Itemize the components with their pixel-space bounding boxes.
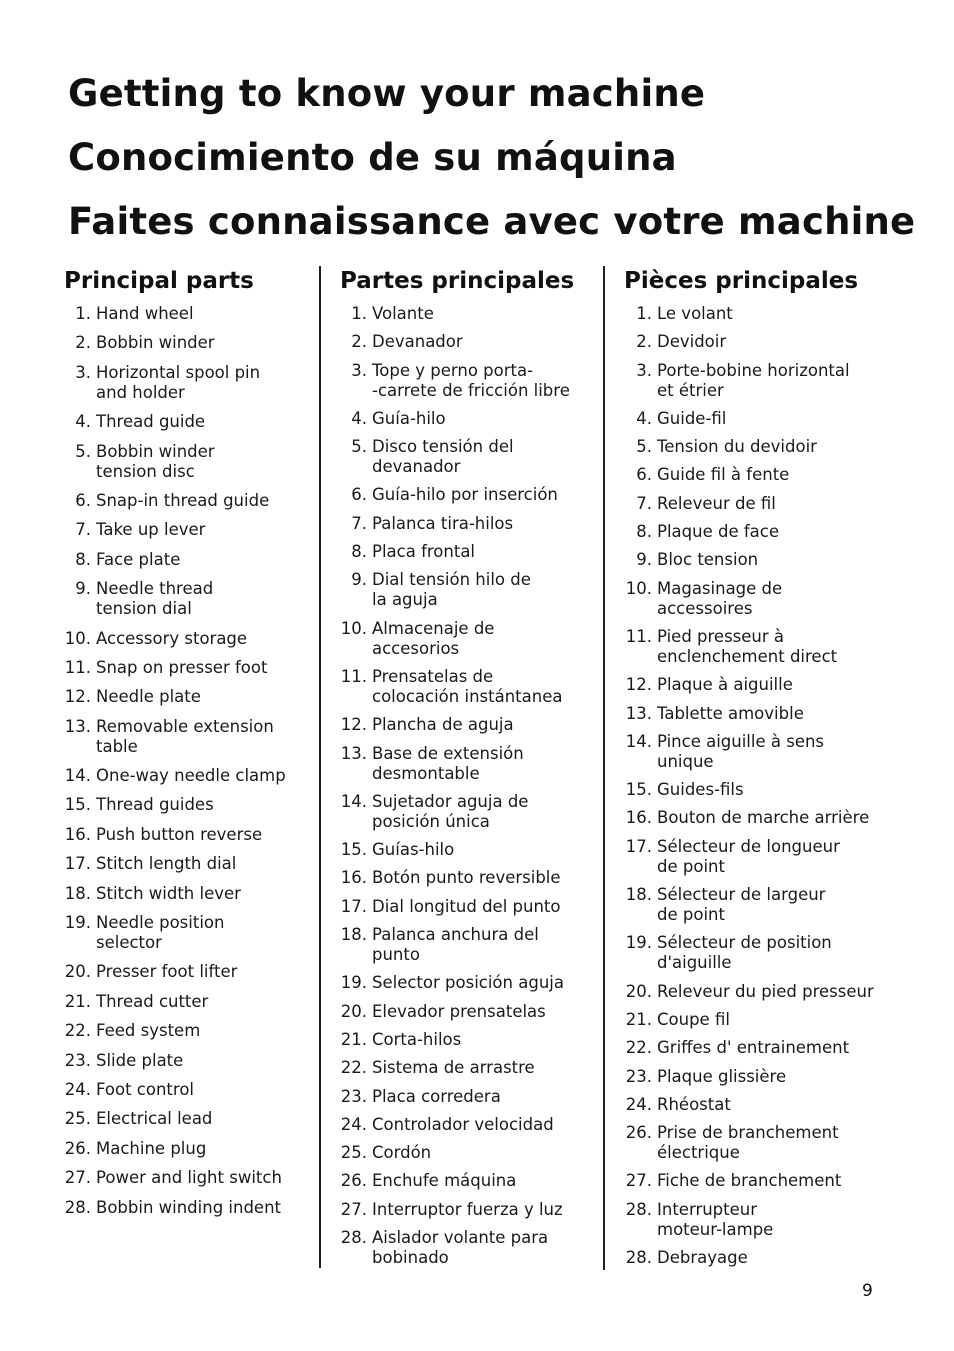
item-label: Hand wheel [96, 304, 194, 323]
item-label: Coupe fil [657, 1009, 730, 1029]
list-item [64, 442, 314, 482]
list-item [624, 1067, 892, 1087]
item-number: 8. [636, 522, 652, 542]
list-item [64, 304, 314, 324]
list-item [64, 854, 314, 874]
item-label: Fiche de branchement [657, 1171, 842, 1191]
item-label: Presser foot lifter [96, 962, 238, 982]
item-number: 11. [625, 626, 652, 646]
item-label: Almacenaje de accesorios [372, 618, 495, 658]
item-label: Porte-bobine horizontal et étrier [657, 360, 850, 400]
item-label: Needle plate [96, 687, 201, 707]
list-item [624, 1200, 892, 1240]
item-number: 24. [64, 1079, 91, 1099]
item-number: 11. [64, 657, 91, 677]
list-item [64, 1198, 314, 1218]
item-number: 9. [351, 570, 367, 590]
list-item [64, 629, 314, 649]
list-item [340, 715, 602, 735]
parts-list-french [624, 304, 892, 1268]
item-number: 28. [64, 1197, 91, 1217]
column-spanish [340, 266, 602, 1276]
list-item [624, 579, 892, 619]
list-item [340, 1171, 602, 1191]
list-item [64, 687, 314, 707]
title-block [68, 62, 915, 254]
item-label: Devidoir [657, 332, 727, 352]
item-number: 16. [64, 824, 91, 844]
list-item [624, 1171, 892, 1191]
list-item [64, 1080, 314, 1100]
list-item [624, 465, 892, 485]
item-number: 16. [340, 868, 367, 888]
list-item [64, 491, 314, 511]
list-item [624, 1010, 892, 1030]
item-label: Tension du devidoir [657, 437, 817, 457]
list-item [340, 897, 602, 917]
item-label: Removable extension table [96, 716, 274, 756]
item-label: Enchufe máquina [372, 1171, 517, 1191]
list-item [624, 808, 892, 828]
list-item [340, 744, 602, 784]
item-number: 7. [75, 520, 91, 540]
list-item [624, 732, 892, 772]
item-label: Foot control [96, 1079, 195, 1099]
list-item [340, 361, 602, 401]
item-label: Snap-in thread guide [96, 490, 270, 510]
list-item [340, 840, 602, 860]
list-item [340, 1200, 602, 1220]
list-item [64, 717, 314, 757]
list-item [624, 933, 892, 973]
item-label: Electrical lead [96, 1109, 213, 1129]
item-number: 1. [75, 304, 91, 323]
item-number: 9. [636, 550, 652, 570]
item-number: 17. [625, 836, 652, 856]
list-item [340, 409, 602, 429]
item-number: 18. [64, 883, 91, 903]
item-number: 10. [340, 618, 367, 638]
item-number: 23. [625, 1066, 652, 1086]
list-item [340, 973, 602, 993]
item-number: 13. [625, 703, 652, 723]
item-label: Pince aiguille à sens unique [657, 731, 825, 771]
page-number: 9 [862, 1281, 873, 1301]
item-number: 6. [75, 490, 91, 510]
list-item [340, 1002, 602, 1022]
item-number: 26. [625, 1123, 652, 1143]
list-item [340, 542, 602, 562]
item-number: 5. [75, 441, 91, 461]
item-label: Botón punto reversible [372, 868, 561, 888]
item-label: Tope y perno porta- -carrete de fricción libre [372, 360, 570, 400]
item-label: Prensatelas de colocación instántanea [372, 666, 563, 706]
item-label: Push button reverse [96, 824, 263, 844]
list-item [64, 1021, 314, 1041]
item-label: Take up lever [96, 520, 206, 540]
item-label: Releveur du pied presseur [657, 981, 874, 1001]
list-item [340, 485, 602, 505]
item-label: Releveur de fil [657, 493, 776, 513]
item-label: Guía-hilo por inserción [372, 485, 558, 505]
item-label: Prise de branchement électrique [657, 1123, 839, 1163]
item-number: 5. [351, 437, 367, 457]
item-number: 23. [340, 1086, 367, 1106]
item-number: 10. [64, 628, 91, 648]
item-label: Sélecteur de position d'aiguille [657, 933, 832, 973]
list-item [624, 885, 892, 925]
item-label: Rhéostat [657, 1094, 731, 1114]
item-label: Bloc tension [657, 550, 759, 570]
list-item [624, 1095, 892, 1115]
list-item [624, 494, 892, 514]
list-item [64, 658, 314, 678]
item-number: 4. [636, 408, 652, 428]
item-number: 21. [625, 1009, 652, 1029]
list-item [64, 550, 314, 570]
item-number: 15. [340, 840, 367, 860]
list-item [64, 1168, 314, 1188]
item-label: Palanca anchura del punto [372, 925, 539, 965]
column-french [624, 266, 892, 1276]
list-item [624, 982, 892, 1002]
item-label: Dial tensión hilo de la aguja [372, 570, 531, 610]
item-number: 20. [64, 962, 91, 982]
item-number: 28. [340, 1228, 367, 1248]
item-label: Pied presseur à enclenchement direct [657, 626, 838, 666]
item-number: 3. [351, 360, 367, 380]
item-label: Selector posición aguja [372, 973, 564, 993]
item-label: Bobbin winding indent [96, 1197, 282, 1217]
item-number: 25. [340, 1143, 367, 1163]
list-item [624, 1248, 892, 1268]
item-label: Placa frontal [372, 542, 476, 562]
item-number: 6. [351, 485, 367, 505]
item-number: 10. [625, 578, 652, 598]
item-label: Plaque à aiguille [657, 675, 793, 695]
item-label: Needle thread tension dial [96, 579, 214, 619]
list-item [340, 925, 602, 965]
parts-list-spanish [340, 304, 602, 1268]
item-label: Corta-hilos [372, 1029, 462, 1049]
item-number: 11. [340, 666, 367, 686]
list-item [340, 1058, 602, 1078]
title-english: Getting to know your machine [68, 72, 706, 115]
list-item [624, 361, 892, 401]
item-label: One-way needle clamp [96, 766, 286, 786]
item-number: 2. [636, 332, 652, 352]
item-label: Cordón [372, 1143, 432, 1163]
item-number: 4. [75, 412, 91, 432]
list-item [340, 304, 602, 324]
list-item [624, 522, 892, 542]
item-number: 15. [64, 795, 91, 815]
item-number: 12. [340, 715, 367, 735]
list-item [64, 962, 314, 982]
list-item [64, 412, 314, 432]
item-number: 21. [64, 991, 91, 1011]
item-label: Interrupteur moteur-lampe [657, 1199, 774, 1239]
item-number: 5. [636, 437, 652, 457]
item-number: 4. [351, 408, 367, 428]
item-label: Thread guides [96, 795, 214, 815]
column-english [64, 266, 314, 1227]
item-label: Accessory storage [96, 628, 248, 648]
item-number: 28. [625, 1248, 652, 1268]
list-item [64, 795, 314, 815]
item-number: 14. [64, 766, 91, 786]
list-item [624, 704, 892, 724]
item-label: Magasinage de accessoires [657, 578, 783, 618]
item-label: Palanca tira-hilos [372, 513, 514, 533]
list-item [64, 825, 314, 845]
list-item [340, 619, 602, 659]
item-label: Le volant [657, 304, 733, 323]
item-label: Volante [372, 304, 434, 323]
item-number: 1. [636, 304, 652, 323]
list-item [64, 884, 314, 904]
item-number: 7. [636, 493, 652, 513]
list-item [340, 868, 602, 888]
item-number: 12. [64, 687, 91, 707]
item-label: Thread cutter [96, 991, 209, 1011]
list-item [64, 363, 314, 403]
list-item [340, 514, 602, 534]
item-label: Plancha de aguja [372, 715, 514, 735]
item-label: Guías-hilo [372, 840, 455, 860]
heading-principal-parts: Principal parts [64, 268, 254, 294]
list-item [340, 1030, 602, 1050]
item-label: Needle position selector [96, 913, 225, 953]
list-item [64, 1051, 314, 1071]
list-item [624, 1038, 892, 1058]
item-label: Stitch width lever [96, 883, 241, 903]
item-number: 8. [351, 542, 367, 562]
item-number: 18. [625, 885, 652, 905]
item-label: Bobbin winder tension disc [96, 441, 215, 481]
item-label: Slide plate [96, 1050, 184, 1070]
list-item [64, 579, 314, 619]
item-label: Tablette amovible [657, 703, 804, 723]
item-label: Disco tensión del devanador [372, 437, 514, 477]
list-item [624, 332, 892, 352]
item-number: 13. [340, 743, 367, 763]
list-item [624, 837, 892, 877]
item-number: 9. [75, 579, 91, 599]
item-label: Bouton de marche arrière [657, 808, 870, 828]
list-item [624, 550, 892, 570]
item-label: Thread guide [96, 412, 206, 432]
item-label: Snap on presser foot [96, 657, 268, 677]
item-label: Face plate [96, 549, 181, 569]
list-item [64, 1139, 314, 1159]
item-label: Aislador volante para bobinado [372, 1228, 549, 1268]
list-item [340, 332, 602, 352]
item-label: Guide fil à fente [657, 465, 790, 485]
heading-pieces-principales: Pièces principales [624, 268, 859, 294]
list-item [340, 1115, 602, 1135]
item-number: 26. [64, 1138, 91, 1158]
list-item [624, 304, 892, 324]
item-number: 17. [64, 854, 91, 874]
item-label: Debrayage [657, 1248, 748, 1268]
title-french: Faites connaissance avec votre machine [68, 200, 916, 243]
item-number: 27. [340, 1199, 367, 1219]
item-label: Base de extensión desmontable [372, 743, 524, 783]
item-number: 13. [64, 716, 91, 736]
list-item [624, 627, 892, 667]
list-item [64, 333, 314, 353]
item-number: 23. [64, 1050, 91, 1070]
item-number: 20. [340, 1001, 367, 1021]
list-item [64, 1109, 314, 1129]
list-item [624, 675, 892, 695]
list-item [340, 1143, 602, 1163]
item-label: Devanador [372, 332, 463, 352]
list-item [624, 780, 892, 800]
item-number: 6. [636, 465, 652, 485]
list-item [340, 667, 602, 707]
list-item [64, 766, 314, 786]
column-divider [319, 266, 321, 1268]
item-label: Plaque de face [657, 522, 779, 542]
list-item [340, 1228, 602, 1268]
parts-list-english [64, 304, 314, 1218]
item-number: 1. [351, 304, 367, 323]
item-number: 3. [75, 362, 91, 382]
item-number: 20. [625, 981, 652, 1001]
list-item [624, 437, 892, 457]
item-label: Bobbin winder [96, 333, 215, 353]
item-number: 22. [340, 1058, 367, 1078]
item-label: Sélecteur de largeur de point [657, 885, 826, 925]
item-label: Guía-hilo [372, 408, 446, 428]
item-number: 28. [625, 1199, 652, 1219]
item-number: 24. [340, 1114, 367, 1134]
item-number: 22. [64, 1021, 91, 1041]
item-label: Sujetador aguja de posición única [372, 791, 529, 831]
list-item [64, 992, 314, 1012]
list-item [340, 570, 602, 610]
item-label: Dial longitud del punto [372, 896, 561, 916]
item-number: 2. [75, 333, 91, 353]
item-label: Machine plug [96, 1138, 207, 1158]
item-number: 19. [625, 933, 652, 953]
item-number: 24. [625, 1094, 652, 1114]
item-number: 25. [64, 1109, 91, 1129]
item-label: Guides-fils [657, 780, 744, 800]
heading-partes-principales: Partes principales [340, 268, 575, 294]
list-item [624, 1123, 892, 1163]
item-number: 2. [351, 332, 367, 352]
item-label: Interruptor fuerza y luz [372, 1199, 563, 1219]
item-label: Feed system [96, 1021, 201, 1041]
item-label: Sistema de arrastre [372, 1058, 535, 1078]
item-number: 15. [625, 780, 652, 800]
list-item [64, 913, 314, 953]
item-number: 27. [64, 1168, 91, 1188]
item-number: 14. [340, 791, 367, 811]
item-label: Placa corredera [372, 1086, 501, 1106]
title-spanish: Conocimiento de su máquina [68, 136, 677, 179]
item-number: 18. [340, 925, 367, 945]
item-number: 14. [625, 731, 652, 751]
item-label: Griffes d' entrainement [657, 1038, 850, 1058]
item-label: Stitch length dial [96, 854, 237, 874]
item-number: 26. [340, 1171, 367, 1191]
list-item [340, 437, 602, 477]
list-item [340, 792, 602, 832]
item-label: Elevador prensatelas [372, 1001, 546, 1021]
item-number: 16. [625, 808, 652, 828]
item-label: Sélecteur de longueur de point [657, 836, 840, 876]
item-number: 7. [351, 513, 367, 533]
list-item [340, 1087, 602, 1107]
item-label: Guide-fil [657, 408, 727, 428]
column-divider [603, 266, 605, 1270]
item-label: Power and light switch [96, 1168, 282, 1188]
list-item [64, 520, 314, 540]
item-number: 3. [636, 360, 652, 380]
item-number: 17. [340, 896, 367, 916]
item-number: 22. [625, 1038, 652, 1058]
item-number: 19. [340, 973, 367, 993]
item-label: Plaque glissière [657, 1066, 787, 1086]
item-label: Horizontal spool pin and holder [96, 362, 261, 402]
item-number: 27. [625, 1171, 652, 1191]
item-label: Controlador velocidad [372, 1114, 554, 1134]
list-item [624, 409, 892, 429]
item-number: 21. [340, 1029, 367, 1049]
item-number: 19. [64, 913, 91, 933]
item-number: 12. [625, 675, 652, 695]
item-number: 8. [75, 549, 91, 569]
